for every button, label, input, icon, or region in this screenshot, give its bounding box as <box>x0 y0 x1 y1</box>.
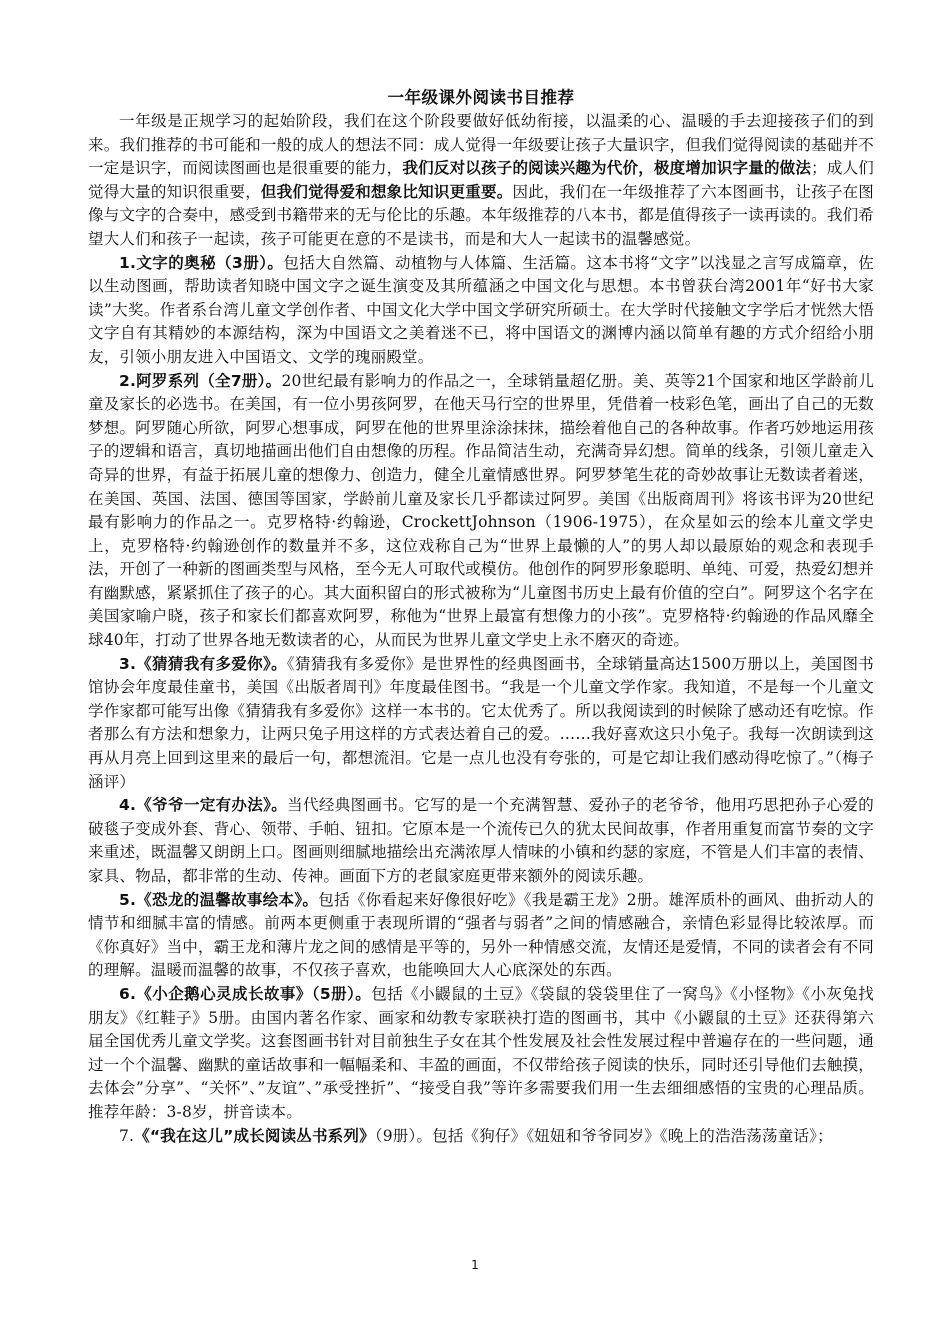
book-heading: 2.阿罗系列（全7册）。 <box>119 371 282 390</box>
book-heading: 5.《恐龙的温馨故事绘本》。 <box>119 890 319 909</box>
intro-bold-1: 我们反对以孩子的阅读兴趣为代价，极度增加识字量的做法 <box>402 159 812 178</box>
book-item-4: 4.《爷爷一定有办法》。当代经典图画书。它写的是一个充满智慧、爱孙子的老爷爷，他用巧思把孙子心爱的破毯子变成外套、背心、领带、手帕、钮扣。它原本是一个流传已久的犹太民间故事，作者用重复而富节奏的文字来重述，既温馨又朗朗上口。图画则细腻地描绘出充满浓厚人情味的小镇和约瑟的家庭，不管是人们丰富的表情、家具、物品，都非常的生动、传神。画面下方的老鼠家庭更带来额外的阅读乐趣。 <box>88 796 875 885</box>
intro-bold-2: 但我们觉得爱和想象比知识更重要。 <box>260 182 513 201</box>
book-heading: 《“我在这儿”成长阅读丛书系列》 <box>134 1126 375 1145</box>
page-number: 1 <box>471 1258 479 1272</box>
page-title: 一年级课外阅读书目推荐 <box>387 88 575 107</box>
book-heading: 6.《小企鹅心灵成长故事》（5册）。 <box>119 984 372 1003</box>
book-item-2: 2.阿罗系列（全7册）。20世纪最有影响力的作品之一，全球销量超亿册。美、英等21个国家和地区学龄前儿童及家长的必选书。在美国，有一位小男孩阿罗，在他天马行空的世界里，凭借着一枝彩色笔，画出了自己的无数梦想。阿罗随心所欲，阿罗心想事成，阿罗在他的世界里涂涂抹抹，描绘着他自己的各种故事。作者巧妙地运用孩子的逻辑和语言，真切地描画出他们自由想像的历程。作品简洁生动，充满奇异幻想。简单的线条，引领儿童走入奇异的世界，有益于拓展儿童的想像力、创造力，健全儿童情感世界。阿罗梦笔生花的奇妙故事让无数读者着迷，在美国、英国、法国、德国等国家，学龄前儿童及家长几乎都读过阿罗。美国《出版商周刊》将该书评为20世纪最有影响力的作品之一。克罗格特·约翰逊，CrockettJohnson（1906-1975），在众星如云的绘本儿童文学史上，克罗格特·约翰逊创作的数量并不多，这位戏称自己为“世界上最懒的人”的男人却以最原始的观念和表现手法，开创了一种新的图画类型与风格，至今无人可取代或模仿。他创作的阿罗形象聪明、单纯、可爱，热爱幻想并有幽默感，紧紧抓住了孩子的心。其大面积留白的形式被称为“儿童图书历史上最有价值的空白”。阿罗这个名字在美国家喻户晓，孩子和家长们都喜欢阿罗，称他为“世界上最富有想像力的小孩”。克罗格特·约翰逊的作品风靡全球40年，打动了世界各地无数读者的心，从而民为世界儿童文学史上永不磨灭的奇迹。 <box>88 371 875 650</box>
book-item-3: 3.《猜猜我有多爱你》。《猜猜我有多爱你》是世界性的经典图画书，全球销量高达1500万册以上，美国图书馆协会年度最佳童书，美国《出版者周刊》年度最佳图书。“我是一个儿童文学作家。我知道，不是每一个儿童文学作家都可能写出像《猜猜我有多爱你》这样一本书的。它太优秀了。所以我阅读到的时候除了感动还有吃惊。作者那么有方法和想象力，让两只兔子用这样的方式表达着自己的爱。……我好喜欢这只小兔子。我每一次朗读到这再从月亮上回到这里来的最后一句，都想流泪。它是一点儿也没有夸张的，可是它却让我们感动得吃惊了。”（梅子涵评） <box>88 654 874 791</box>
book-item-5: 5.《恐龙的温馨故事绘本》。包括《你看起来好像很好吃》《我是霸王龙》2册。雄浑质朴的画风、曲折动人的情节和细腻丰富的情感。前两本更侧重于表现所谓的“强者与弱者”之间的情感融合，亲情色彩显得比较浓厚。而《你真好》当中，霸王龙和薄片龙之间的感情是平等的，另外一种情感交流，友情还是爱情，不同的读者会有不同的理解。温暖而温馨的故事，不仅孩子喜欢，也能唤回大人心底深处的东西。 <box>88 890 874 980</box>
book-item-7: 7.《“我在这儿”成长阅读丛书系列》（9册）。包括《狗仔》《妞妞和爷爷同岁》《晚上的浩浩荡荡童话》； <box>119 1126 833 1145</box>
document-page <box>88 88 874 1148</box>
book-heading: 4.《爷爷一定有办法》。 <box>119 796 288 815</box>
book-item-1: 1.文字的奥秘（3册）。包括大自然篇、动植物与人体篇、生活篇。这本书将“文字”以浅显之言写成篇章，佐以生动图画，帮助读者知晓中国文字之诞生演变及其所蕴涵之中国文化与思想。本书曾获台湾2001年“好书大家读”大奖。作者系台湾儿童文学创作者、中国文化大学中国文学研究所硕士。在大学时代接触文字学后才恍然大悟文字自有其精妙的本源结构，深为中国语文之美着迷不已，将中国语文的渊博内涵以简单有趣的方式介绍给小朋友，引领小朋友进入中国语文、文学的瑰丽殿堂。 <box>88 253 875 366</box>
book-heading: 1.文字的奥秘（3册）。 <box>119 253 284 272</box>
intro-paragraph: 一年级是正规学习的起始阶段，我们在这个阶段要做好低幼衔接，以温柔的心、温暖的手去迎接孩子们的到来。我们推荐的书可能和一般的成人的想法不同：成人觉得一年级要让孩子大量识字，但我们觉得阅读的基础并不一定是识字，而阅读图画也是很重要的能力，我们反对以孩子的阅读兴趣为代价，极度增加识字量的做法；成人们觉得大量的知识很重要，但我们觉得爱和想象比知识更重要。因此，我们在一年级推荐了六本图画书，让孩子在图像与文字的合奏中，感受到书籍带来的无与伦比的乐趣。本年级推荐的八本书，都是值得孩子一读再读的。我们希望大人们和孩子一起读，孩子可能更在意的不是读书，而是和大人一起读书的温馨感觉。 <box>88 112 874 248</box>
book-heading: 3.《猜猜我有多爱你》。 <box>119 654 287 673</box>
book-item-6: 6.《小企鹅心灵成长故事》（5册）。包括《小鼹鼠的土豆》《袋鼠的袋袋里住了一窝鸟》《小怪物》《小灰兔找朋友》《红鞋子》5册。由国内著名作家、画家和幼教专家联袂打造的图画书，其中《小鼹鼠的土豆》还获得第六届全国优秀儿童文学奖。这套图画书针对目前独生子女在其个性发展及社会性发展过程中普遍存在的一些问题，通过一个个温馨、幽默的童话故事和一幅幅柔和、丰盈的画面，不仅带给孩子阅读的快乐，同时还引导他们去触摸，去体会”分享”、“关怀”、”友谊”、”承受挫折”、“接受自我”等许多需要我们用一生去细细感悟的宝贵的心理品质。推荐年龄：3-8岁，拼音读本。 <box>88 984 874 1121</box>
